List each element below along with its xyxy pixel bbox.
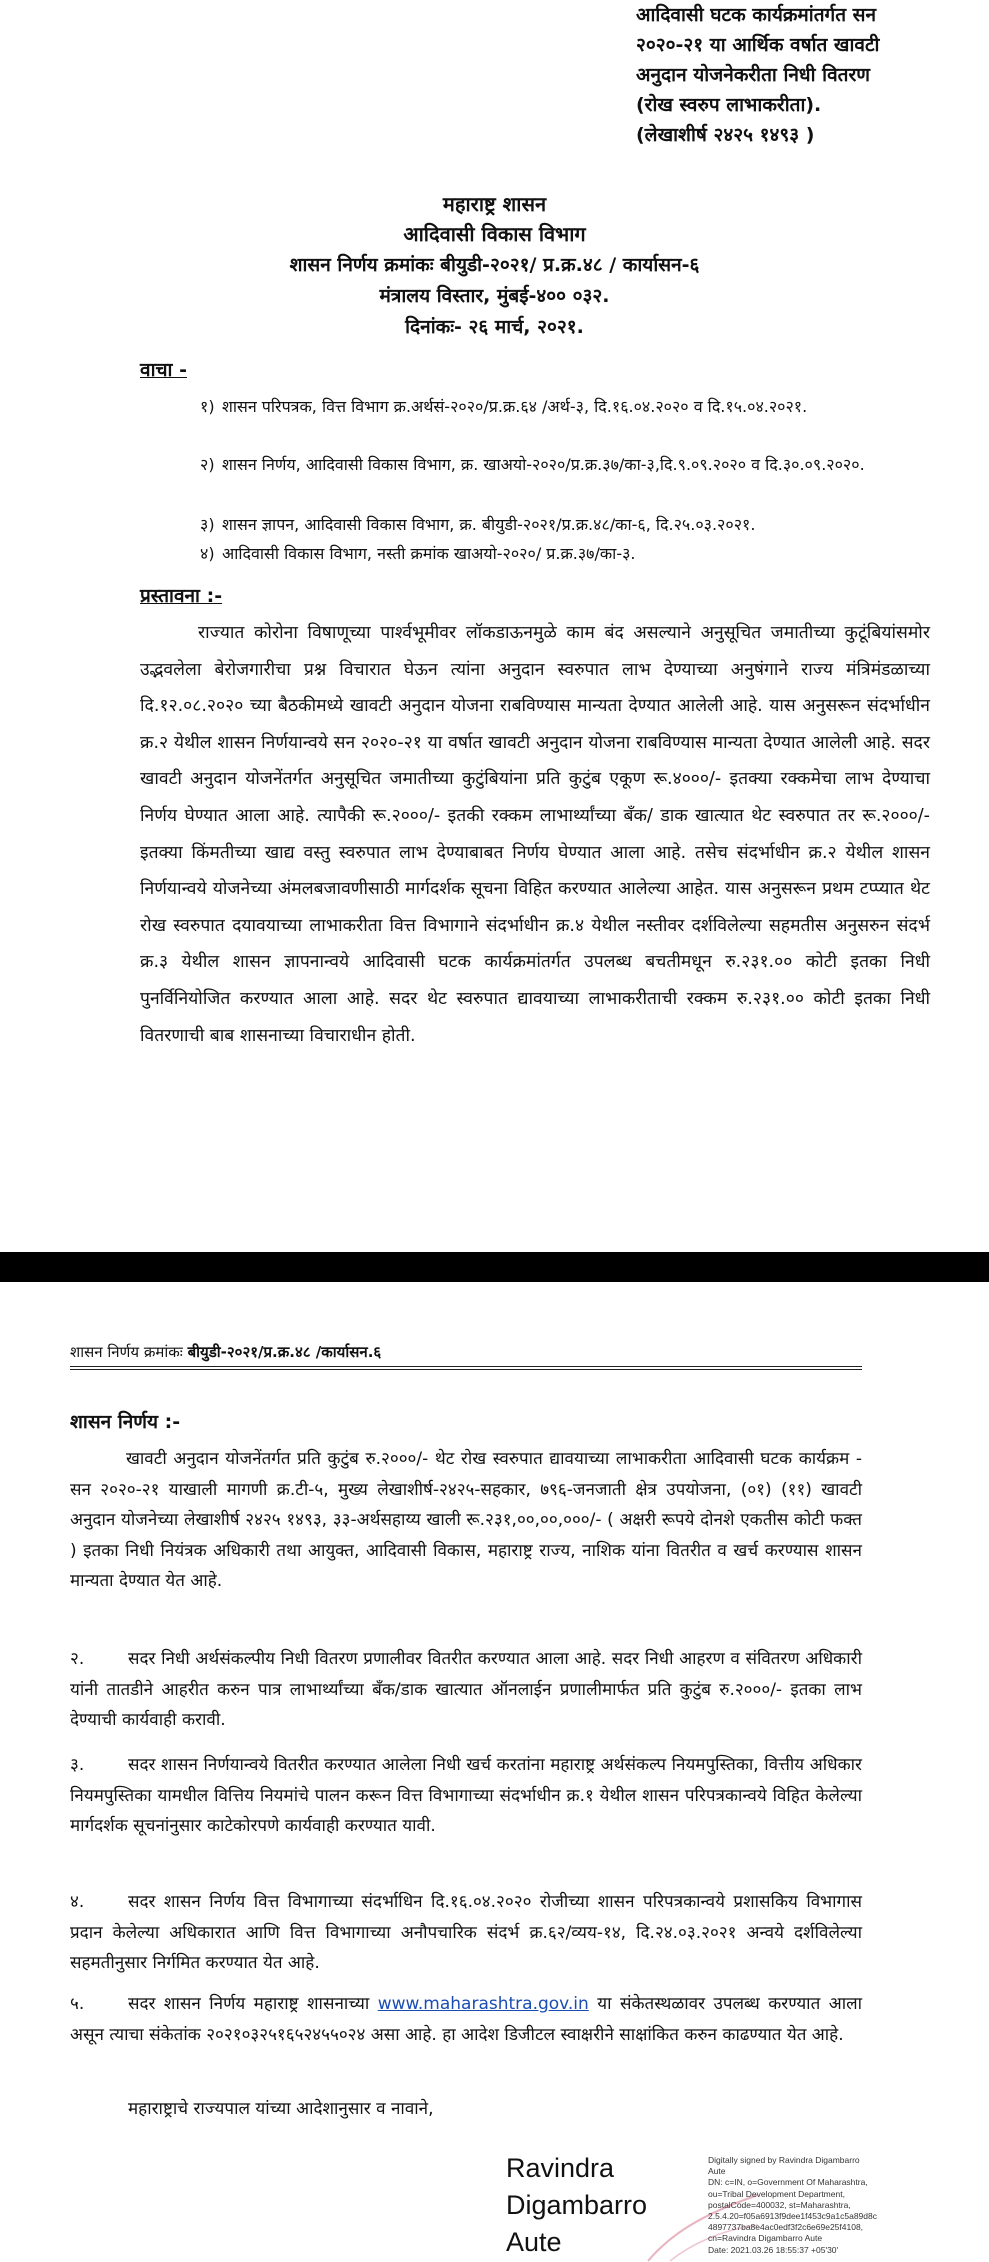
reference-text: शासन परिपत्रक, वित्त विभाग क्र.अर्थसं-२०२०/प्र.क्र.६४ /अर्थ-३, दि.१६.०४.२०२० व दि.१५.०४.२०२१.	[222, 397, 808, 416]
references-heading: वाचा -	[140, 359, 187, 381]
subject-block	[636, 0, 936, 150]
decision-paragraph-2	[70, 1644, 862, 1736]
subject-line: अनुदान योजनेकरीता निधी वितरण	[636, 64, 870, 86]
paragraph-number: ४.	[70, 1892, 85, 1912]
paragraph-number: ५.	[70, 1994, 85, 2014]
signature-name	[506, 2150, 696, 2261]
header-rule	[70, 1366, 862, 1367]
subject-line: आदिवासी घटक कार्यक्रमांतर्गत सन	[636, 4, 877, 26]
signature-name-line: Digambarro	[506, 2190, 648, 2220]
reference-text: शासन निर्णय, आदिवासी विकास विभाग, क्र. खाअयो-२०२०/प्र.क्र.३७/का-३,दि.९.०९.२०२० व दि.३०.०९.२०२०.	[222, 455, 865, 474]
signature-detail-line: postalCode=400032, st=Maharashtra,	[708, 2199, 851, 2210]
closing-line: महाराष्ट्राचे राज्यपाल यांच्या आदेशानुसार व नावाने,	[128, 2099, 434, 2119]
paragraph-text: सदर शासन निर्णयान्वये वितरीत करण्यात आलेला निधी खर्च करतांना महाराष्ट्र अर्थसंकल्प नियमपुस्तिका, वित्तीय अधिकार नियमपुस्तिका यामधील वित्तिय नियमांचे पालन करून वित्त विभागाच्या संदर्भाधीन क्र.१ येथील शासन परिपत्रकान्वये विहित केलेल्या मार्गदर्शक सूचनांनुसार काटेकोरपणे कार्यवाही करण्यात यावी.	[70, 1755, 862, 1837]
paragraph-text: या संकेतस्थळावर उपलब्ध करण्यात आला असून त्याचा संकेतांक २०२१०३२५१६५२४५५०२४ असा आहे. हा आदेश डिजीटल स्वाक्षरीने साक्षांकित करुन काढण्यात येत आहे.	[70, 1994, 863, 2045]
decision-paragraph-1: खावटी अनुदान योजनेंतर्गत प्रति कुटुंब रु.२०००/- थेट रोख स्वरुपात द्यावयाच्या लाभाकरीता आदिवासी घटक कार्यक्रम - सन २०२०-२१ याखाली मागणी क्र.टी-५, मुख्य लेखाशीर्ष-२४२५-सहकार, ७९६-जनजाती क्षेत्र उपयोजना, (०१) (११) खावटी अनुदान योजनेच्या लेखाशीर्ष २४२५ १४९३, ३३-अर्थसहाय्य खाली रू.२३१,००,००,०००/- ( अक्षरी रूपये दोनशे एकतीस कोटी फक्त ) इतका निधी नियंत्रक अधिकारी तथा आयुक्त, आदिवासी विकास, महाराष्ट्र राज्य, नाशिक यांना वितरीत व खर्च करण्यास शासन मान्यता देण्यात येत आहे.	[70, 1449, 862, 1592]
department-title: आदिवासी विकास विभाग	[403, 222, 586, 246]
page-break-bar	[0, 1252, 989, 1282]
reference-item	[200, 451, 930, 478]
reference-item	[200, 540, 930, 567]
running-header	[70, 1342, 381, 1362]
decision-paragraph-4	[70, 1887, 862, 1979]
decision-paragraph-3	[70, 1750, 862, 1842]
signature-name-line: Aute	[506, 2227, 562, 2257]
gr-date: दिनांकः- २६ मार्च, २०२१.	[405, 316, 584, 338]
signature-detail-line: 2.5.4.20=f05a6913f9dee1f453c9a1c5a89d8c	[708, 2211, 877, 2222]
decision-heading: शासन निर्णय :-	[70, 1411, 181, 1433]
subject-line: २०२०-२१ या आर्थिक वर्षात खावटी	[636, 34, 880, 56]
digital-signature-details	[708, 2155, 938, 2256]
paragraph-number: २.	[70, 1649, 85, 1669]
paragraph-text: सदर शासन निर्णय वित्त विभागाच्या संदर्भाधिन दि.१६.०४.२०२० रोजीच्या शासन परिपत्रकान्वये प्रशासकिय विभागास प्रदान केलेल्या अधिकारात आणि वित्त विभागाच्या अनौपचारिक संदर्भ क्र.६२/व्यय-१४, दि.२४.०३.२०२१ अन्वये दर्शविलेल्या सहमतीनुसार निर्गमित करण्यात येत आहे.	[70, 1892, 862, 1974]
website-link[interactable]: www.maharashtra.gov.in	[377, 1994, 589, 2014]
government-title: महाराष्ट्र शासन	[442, 192, 547, 216]
preamble-paragraph: राज्यात कोरोना विषाणूच्या पार्श्वभूमीवर लॉकडाऊनमुळे काम बंद असल्याने अनुसूचित जमातीच्या कुटूंबियांसमोर उद्भवलेला बेरोजगारीचा प्रश्न विचारात घेऊन त्यांना अनुदान स्वरुपात लाभ देण्याच्या अनुषंगाने राज्य मंत्रिमंडळाच्या दि.१२.०८.२०२० च्या बैठकीमध्ये खावटी अनुदान योजना राबविण्यास मान्यता देण्यात आलेली आहे. यास अनुसरून संदर्भाधीन क्र.२ येथील शासन निर्णयान्वये सन २०२०-२१ या वर्षात खावटी अनुदान योजना राबविण्यास मान्यता देण्यात आलेली आहे. सदर खावटी अनुदान योजनेंतर्गत अनुसूचित जमातीच्या कुटुंबियांना प्रति कुटुंब एकूण रू.४०००/- इतक्या रक्कमेचा लाभ देण्याचा निर्णय घेण्यात आला आहे. त्यापैकी रू.२०००/- इतकी रक्कम लाभार्थ्यांच्या बँक/ डाक खात्यात थेट स्वरुपात तर रू.२०००/- इतक्या किंमतीच्या खाद्य वस्तु स्वरुपात लाभ देण्याबाबत निर्णय घेण्यात आला आहे. तसेच संदर्भाधीन क्र.२ येथील शासन निर्णयान्वये योजनेच्या अंमलबजावणीसाठी मार्गदर्शक सूचना विहित करण्यात आलेल्या आहेत. यास अनुसरून प्रथम टप्प्यात थेट रोख स्वरुपात दयावयाच्या लाभाकरीता वित्त विभागाने संदर्भाधीन क्र.४ येथील नस्तीवर दर्शविलेल्या सहमतीस अनुसरुन संदर्भ क्र.३ येथील शासन ज्ञापनान्वये आदिवासी घटक कार्यक्रमांतर्गत उपलब्ध बचतीमधून रु.२३१.०० कोटी इतका निधी पुनर्विनियोजित करण्यात आला आहे. सदर थेट स्वरुपात द्यावयाच्या लाभाकरीताची रक्कम रु.२३१.०० कोटी इतका निधी वितरणाची बाब शासनाच्या विचाराधीन होती.	[140, 623, 930, 1046]
office-address: मंत्रालय विस्तार, मुंबई-४०० ०३२.	[379, 285, 610, 307]
signature-detail-line: DN: c=IN, o=Government Of Maharashtra,	[708, 2177, 868, 2188]
preamble-heading: प्रस्तावना :-	[140, 585, 223, 607]
reference-text: शासन ज्ञापन, आदिवासी विकास विभाग, क्र. बीयुडी-२०२१/प्र.क्र.४८/का-६, दि.२५.०३.२०२१.	[222, 515, 756, 534]
running-header-prefix: शासन निर्णय क्रमांकः	[70, 1343, 183, 1361]
signature-detail-line: Date: 2021.03.26 18:55:37 +05'30'	[708, 2244, 839, 2255]
signature-detail-line: 4897737ba8e4ac0edf3f2c6e69e25f4108,	[708, 2222, 864, 2233]
subject-line: (लेखाशीर्ष २४२५ १४९३ )	[636, 124, 815, 146]
reference-item	[200, 511, 930, 538]
reference-number: १)	[200, 397, 215, 416]
reference-item	[200, 393, 930, 420]
subject-line: (रोख स्वरुप लाभाकरीता).	[636, 94, 822, 116]
reference-text: आदिवासी विकास विभाग, नस्ती क्रमांक खाअयो-२०२०/ प्र.क्र.३७/का-३.	[222, 544, 636, 563]
signature-detail-line: Aute	[708, 2166, 726, 2177]
decision-paragraph-5	[70, 1989, 862, 2050]
reference-number: ४)	[200, 544, 215, 563]
reference-number: ३)	[200, 515, 215, 534]
paragraph-text: सदर शासन निर्णय महाराष्ट्र शासनाच्या	[128, 1994, 370, 2014]
paragraph-text: सदर निधी अर्थसंकल्पीय निधी वितरण प्रणालीवर वितरीत करण्यात आला आहे. सदर निधी आहरण व संवितरण अधिकारी यांनी तातडीने आहरीत करुन पात्र लाभार्थ्यांच्या बँक/डाक खात्यात ऑनलाईन प्रणालीमार्फत प्रति कुटुंब रु.२०००/- इतका लाभ देण्याची कार्यवाही करावी.	[70, 1649, 862, 1731]
signature-detail-line: Digitally signed by Ravindra Digambarro	[708, 2155, 860, 2165]
reference-number: २)	[200, 455, 215, 474]
paragraph-number: ३.	[70, 1755, 85, 1775]
header-rule	[70, 1369, 862, 1370]
signature-name-line: Ravindra	[506, 2153, 615, 2183]
running-header-ref: बीयुडी-२०२१/प्र.क्र.४८ /कार्यासन.६	[187, 1343, 382, 1361]
gr-number: शासन निर्णय क्रमांकः बीयुडी-२०२१/ प्र.क्र.४८ / कार्यासन-६	[289, 254, 700, 276]
signature-detail-line: cn=Ravindra Digambarro Aute	[708, 2233, 823, 2244]
signature-detail-line: ou=Tribal Development Department,	[708, 2188, 845, 2199]
